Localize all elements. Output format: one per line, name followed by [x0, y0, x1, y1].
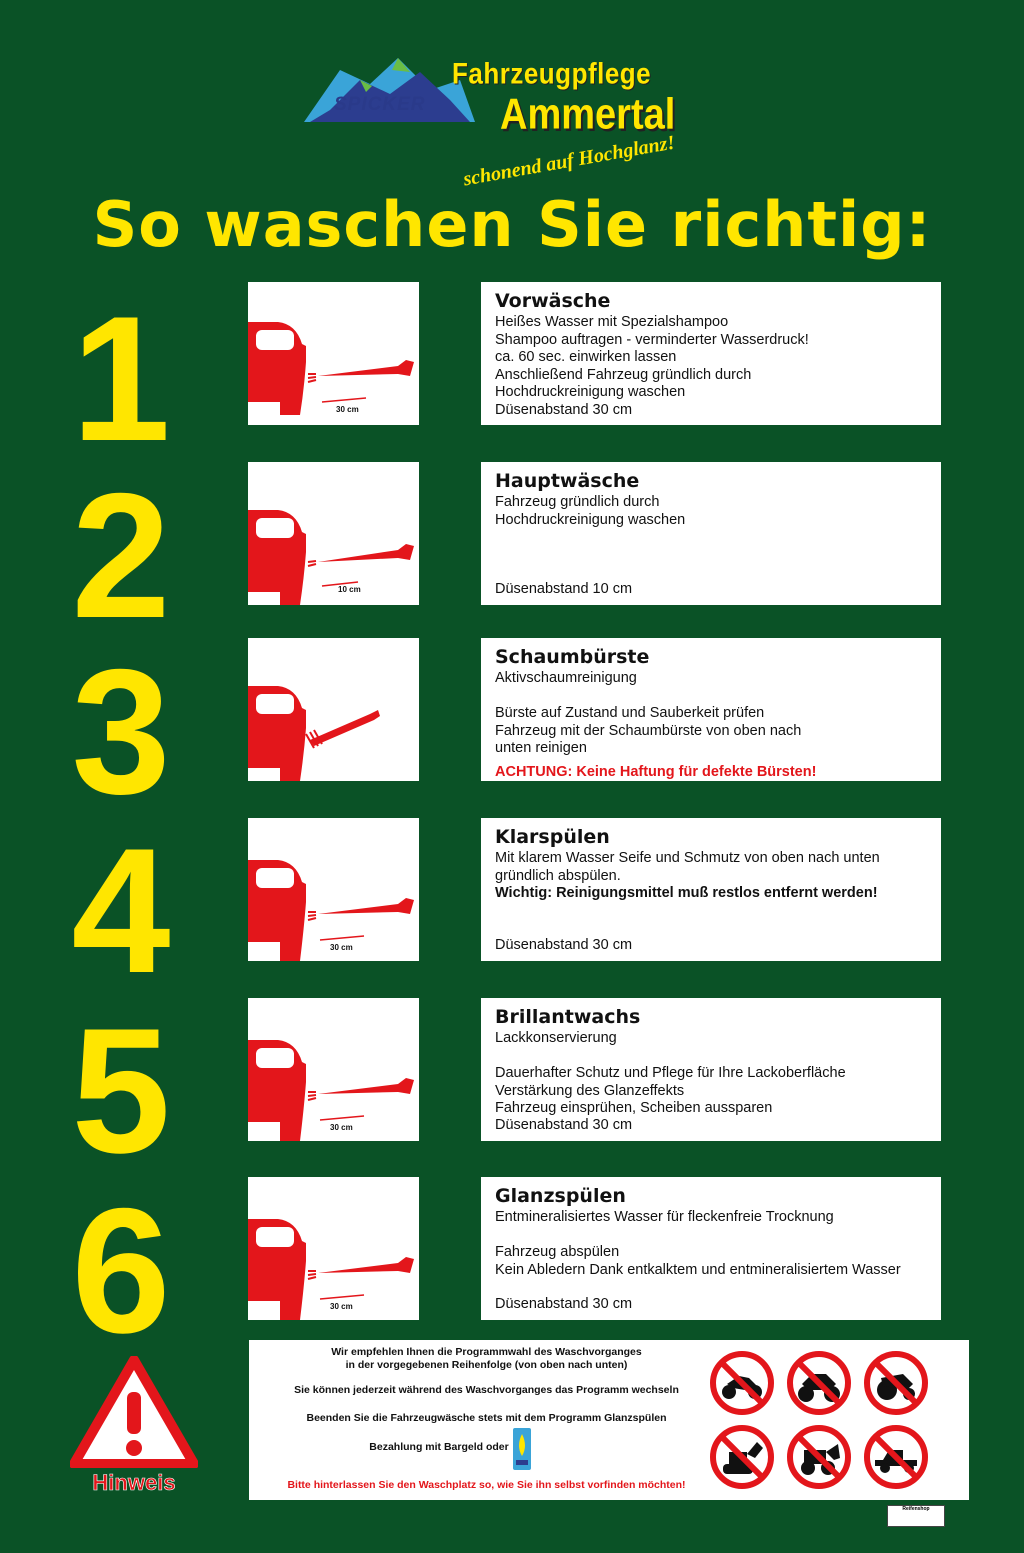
step-text: Entmineralisiertes Wasser für fleckenfreie Trocknung Fahrzeug abspülen Kein Abledern Dank entkalktem und entmineralisiertem Wasser — [495, 1209, 901, 1278]
step-card — [481, 818, 941, 961]
no-tractor-icon — [863, 1350, 929, 1416]
car-spray-icon — [248, 462, 419, 605]
car-spray-icon — [248, 818, 419, 961]
step-number: 5 — [71, 991, 171, 1190]
payment-card-icon — [513, 1428, 531, 1470]
step-title: Vorwäsche — [495, 290, 611, 312]
step-illustration — [248, 638, 419, 781]
step-title: Glanzspülen — [495, 1185, 626, 1207]
step-illustration — [248, 818, 419, 961]
step-number: 2 — [71, 456, 171, 655]
step-card — [481, 282, 941, 425]
step-text: Mit klarem Wasser Seife und Schmutz von oben nach unten gründlich abspülen. — [495, 850, 880, 884]
page-title: So waschen Sie richtig: — [92, 188, 932, 261]
step-footer: Düsenabstand 30 cm — [495, 1117, 633, 1133]
distance-label: 30 cm — [330, 943, 353, 952]
step-illustration — [248, 282, 419, 425]
notice-line: Beenden Sie die Fahrzeugwäsche stets mit dem Programm Glanzspülen — [306, 1412, 667, 1424]
notice-panel — [249, 1340, 969, 1500]
car-brush-icon — [248, 638, 419, 781]
step-card — [481, 638, 941, 781]
notice-line: Wir empfehlen Ihnen die Programmwahl des Waschvorganges in der vorgegebenen Reihenfolge (von oben nach unten) — [331, 1346, 642, 1371]
logo-line2: Ammertal — [500, 90, 676, 140]
step-footer: Düsenabstand 10 cm — [495, 581, 633, 597]
distance-label: 30 cm — [336, 405, 359, 414]
logo-slogan: schonend auf Hochglanz! — [461, 131, 677, 191]
distance-label: 10 cm — [338, 585, 361, 594]
no-pickup-truck-icon — [863, 1424, 929, 1490]
no-motorcycle-icon — [709, 1350, 775, 1416]
step-card — [481, 1177, 941, 1320]
warning-text: ACHTUNG: Keine Haftung für defekte Bürsten! — [495, 763, 817, 780]
brand-name: SPICKER — [334, 94, 426, 115]
step-number: 4 — [71, 811, 171, 1010]
step-footer: Düsenabstand 30 cm — [495, 937, 633, 953]
step-text: Aktivschaumreinigung Bürste auf Zustand und Sauberkeit prüfen Fahrzeug mit der Schaumbürste von oben nach unten reinigen — [495, 670, 802, 756]
no-excavator-icon — [709, 1424, 775, 1490]
car-spray-icon — [248, 282, 419, 425]
step-text: Fahrzeug gründlich durch Hochdruckreinigung waschen — [495, 494, 686, 528]
no-quad-icon — [786, 1350, 852, 1416]
step-number: 6 — [71, 1171, 171, 1370]
no-backhoe-icon — [786, 1424, 852, 1490]
step-footer: Düsenabstand 30 cm — [495, 1296, 633, 1312]
logo-line1: Fahrzeugpflege — [452, 55, 652, 91]
notice-line: Bitte hinterlassen Sie den Waschplatz so, wie Sie ihn selbst vorfinden möchten! — [287, 1479, 686, 1491]
step-text: Heißes Wasser mit Spezialshampoo Shampoo auftragen - verminderter Wasserdruck! ca. 60 sec. einwirken lassen Anschließend Fahrzeug gründlich durch Hochdruckreinigung waschen Düsenabstand 30 cm — [495, 314, 809, 418]
step-title: Hauptwäsche — [495, 470, 640, 492]
step-illustration — [248, 1177, 419, 1320]
notice-line: Sie können jederzeit während des Waschvorganges das Programm wechseln — [294, 1384, 679, 1396]
step-title: Schaumbürste — [495, 646, 650, 668]
distance-label: 30 cm — [330, 1123, 353, 1132]
car-spray-icon — [248, 1177, 419, 1320]
notice-line: Bezahlung mit Bargeld oder — [369, 1441, 509, 1453]
step-illustration — [248, 462, 419, 605]
hinweis-label: Hinweis — [92, 1470, 176, 1495]
distance-label: 30 cm — [330, 1302, 353, 1311]
step-title: Klarspülen — [495, 826, 610, 848]
logo — [300, 50, 720, 190]
step-illustration — [248, 998, 419, 1141]
step-card — [481, 998, 941, 1141]
car-spray-icon — [248, 998, 419, 1141]
important-text: Wichtig: Reinigungsmittel muß restlos entfernt werden! — [495, 885, 878, 901]
warning-triangle-icon — [70, 1356, 198, 1468]
step-card — [481, 462, 941, 605]
step-text: Lackkonservierung Dauerhafter Schutz und Pflege für Ihre Lackoberfläche Verstärkung des Glanzeffekts Fahrzeug einsprühen, Scheiben aussparen — [495, 1030, 846, 1116]
step-number: 1 — [71, 279, 171, 478]
printer-badge: Reifenshop — [887, 1505, 945, 1527]
step-number: 3 — [71, 632, 171, 831]
step-title: Brillantwachs — [495, 1006, 641, 1028]
